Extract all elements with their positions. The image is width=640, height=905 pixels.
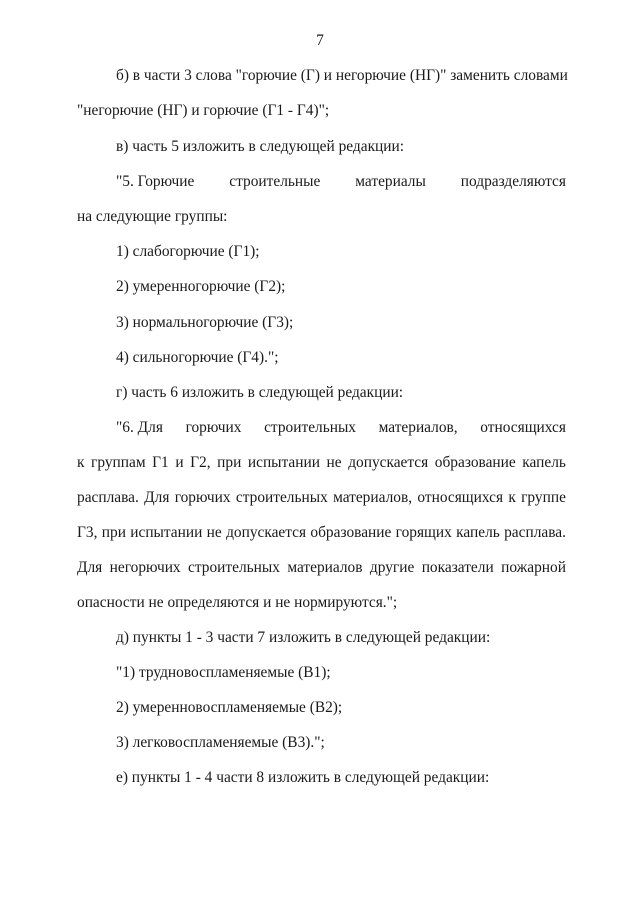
quoted-part-6-end: опасности не определяются и не нормируются."; [77,594,398,611]
word: Г2, [190,454,211,471]
word: негорючих [109,559,181,576]
word: строительных [264,419,356,436]
list-item-g3: 3) нормальногорючие (Г3); [116,314,294,331]
word: пожарной [501,559,566,576]
word: Для [77,559,103,576]
word: горящих [395,524,452,541]
word: не [326,454,342,471]
word: Г1 [152,454,169,471]
list-item-v3: 3) легковоспламеняемые (В3)."; [116,734,325,751]
list-item-v2: 2) умеренновоспламеняемые (В2); [116,699,343,716]
word: "6. Для [116,419,163,436]
paragraph-b-continuation: "негорючие (НГ) и горючие (Г1 - Г4)"; [77,102,330,119]
quoted-part-5-line [116,172,566,192]
word: при [101,524,126,541]
list-item-v1: "1) трудновоспламеняемые (В1); [116,664,331,681]
word: к [508,489,516,506]
quoted-part-6-line-1 [116,418,566,438]
word: при [217,454,242,471]
word: подразделяются [460,173,566,190]
word: группе [521,489,566,506]
word: материалов [287,559,363,576]
quoted-part-6-line-2 [77,453,566,473]
word: и [175,454,184,471]
word: к [77,454,85,471]
word: показатели [421,559,494,576]
word: горючих [185,419,242,436]
word: расплава. [77,489,139,506]
word: Для [144,489,170,506]
paragraph-g: г) часть 6 изложить в следующей редакции: [116,384,404,401]
word: материалы [355,173,426,190]
word: образование [434,454,516,471]
paragraph-b-line: б) в части 3 слова "горючие (Г) и негорючие (НГ)" заменить словами [116,67,568,84]
word: капель [522,454,566,471]
word: строительных [188,559,280,576]
list-item-g1: 1) слабогорючие (Г1); [116,243,260,260]
quoted-part-6-line-3 [77,488,566,508]
word: "5. Горючие [116,173,195,190]
quoted-part-6-line-5 [77,558,566,578]
word: образование [310,524,392,541]
word: расплава. [504,524,566,541]
word: материалов, [333,489,413,506]
list-item-g2: 2) умеренногорючие (Г2); [116,278,286,295]
list-item-g4: 4) сильногорючие (Г4)."; [116,349,279,366]
word: Г3, [77,524,98,541]
word: испытании [247,454,320,471]
word: материалов, [378,419,458,436]
paragraph-e: е) пункты 1 - 4 части 8 изложить в следующей редакции: [116,769,490,786]
word: допускается [348,454,429,471]
quoted-part-5-continuation: на следующие группы: [77,208,228,225]
word: другие [369,559,415,576]
word: капель [456,524,500,541]
paragraph-v: в) часть 5 изложить в следующей редакции: [116,138,405,155]
word: допускается [226,524,307,541]
word: относящихся [417,489,504,506]
word: группам [91,454,146,471]
word: горючих [174,489,231,506]
paragraph-d: д) пункты 1 - 3 части 7 изложить в следующей редакции: [116,629,491,646]
page-number: 7 [316,32,324,49]
word: испытании [130,524,203,541]
word: строительные [229,173,321,190]
word: относящихся [480,419,566,436]
word: строительных [235,489,328,506]
quoted-part-6-line-4 [77,523,566,543]
word: не [206,524,222,541]
